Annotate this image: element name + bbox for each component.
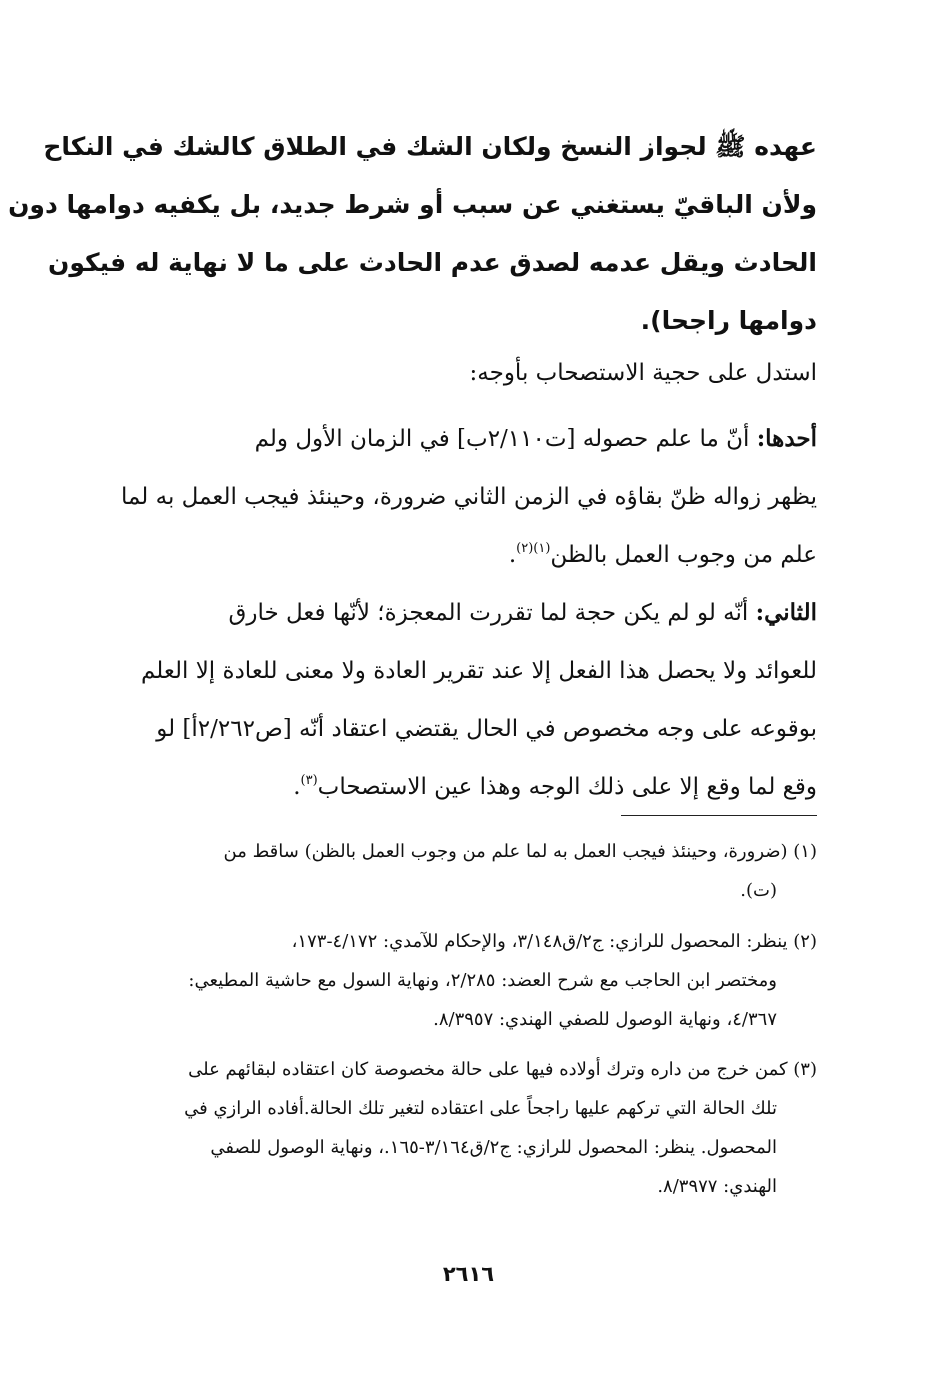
second-line-1 <box>124 584 817 642</box>
bold-line-4: دوامها راجحا). <box>640 306 817 335</box>
footnote-3-line-2: تلك الحالة التي تركهم عليها راجحاً على اعتقاده لتغير تلك الحالة.أفاده الرازي في <box>184 1098 777 1119</box>
footnote-2-line-2: ومختصر ابن الحاجب مع شرح العضد: ٢/٢٨٥، ونهاية السول مع حاشية المطيعي: <box>188 970 777 991</box>
second-line-4 <box>124 758 817 816</box>
footnote-1-line-1: (١) (ضرورة، وحينئذ فيجب العمل به لما علم من وجوب العمل بالظن) ساقط من <box>223 841 817 862</box>
intro-line: استدل على حجية الاستصحاب بأوجه: <box>469 360 817 386</box>
first-line-3 <box>124 526 817 584</box>
footnote-1 <box>124 832 817 910</box>
footnote-1-line-2: (ت). <box>740 880 777 901</box>
second-lead-word: الثاني: <box>755 599 817 626</box>
bold-line-3: الحادث ويقل عدمه لصدق عدم الحادث على ما لا نهاية له فيكون <box>48 248 817 277</box>
second-line-4-text: وقع لما وقع إلا على ذلك الوجه وهذا عين الاستصحاب <box>317 774 817 800</box>
footnote-3-line-1: (٣) كمن خرج من داره وترك أولاده فيها على حالة مخصوصة كان اعتقاده لبقائهم على <box>188 1059 817 1080</box>
bold-paragraph <box>8 118 817 350</box>
first-line-2: يظهر زواله ظنّ بقاؤه في الزمن الثاني ضرورة، وحينئذ فيجب العمل به لما <box>121 484 817 510</box>
first-line-1-rest: أنّ ما علم حصوله [ت٢/١١٠ب] في الزمان الأول ولم <box>254 426 757 452</box>
first-line-3-text: علم من وجوب العمل بالظن <box>550 542 817 568</box>
footnote-2-line-3: ٤/٣٦٧، ونهاية الوصول للصفي الهندي: ٨/٣٩٥٧. <box>433 1009 777 1030</box>
footnote-ref-1-2[interactable]: (١)(٢) <box>516 541 551 556</box>
footnote-3-line-3: المحصول. ينظر: المحصول للرازي: ج٢/ق٣/١٦٤-١٦٥.، ونهاية الوصول للصفي <box>210 1137 777 1158</box>
second-line-4-end: . <box>293 774 301 800</box>
footnote-3-line-4: الهندي: ٨/٣٩٧٧. <box>657 1176 777 1197</box>
first-argument-paragraph <box>121 410 817 584</box>
first-line-1 <box>124 410 817 468</box>
bold-line-2: ولأن الباقيّ يستغني عن سبب أو شرط جديد، بل يكفيه دوامها دون <box>8 190 817 219</box>
intro-paragraph <box>124 344 817 402</box>
page-number: ٢٦١٦ <box>442 1262 495 1286</box>
first-line-3-end: . <box>508 542 517 568</box>
bold-line-1: عهده ﷺ لجواز النسخ ولكان الشك في الطلاق كالشك في النكاح <box>43 132 817 161</box>
second-argument-paragraph <box>124 584 817 816</box>
footnote-2 <box>124 922 817 1039</box>
footnote-separator <box>621 815 817 816</box>
second-line-1-rest: أنّه لو لم يكن حجة لما تقررت المعجزة؛ لأنّها فعل خارق <box>228 600 756 626</box>
first-lead-word: أحدها: <box>756 425 817 452</box>
footnote-3 <box>124 1050 817 1206</box>
second-line-2: للعوائد ولا يحصل هذا الفعل إلا عند تقرير العادة ولا معنى للعادة إلا العلم <box>140 658 817 684</box>
second-line-3: بوقوعه على وجه مخصوص في الحال يقتضي اعتقاد أنّه [ص٢/٢٦٢أ] لو <box>156 716 817 742</box>
footnote-ref-3[interactable]: (٣) <box>300 773 318 788</box>
footnote-2-line-1: (٢) ينظر: المحصول للرازي: ج٢/ق٣/١٤٨، والإحكام للآمدي: ٤/١٧٢-١٧٣، <box>291 931 817 952</box>
